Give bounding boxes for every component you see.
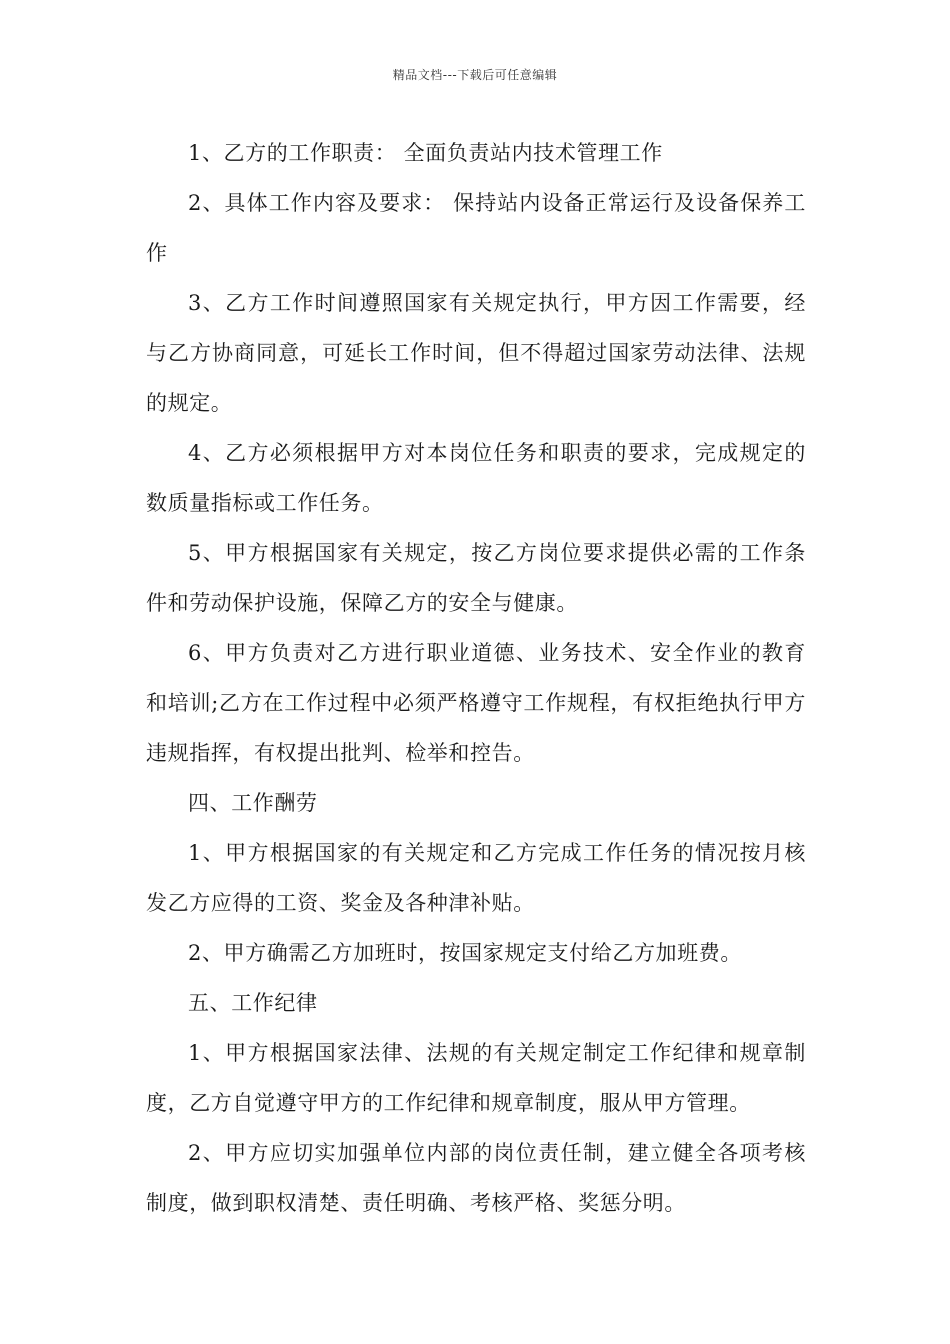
page-header: 精品文档---下载后可任意编辑 — [392, 68, 558, 82]
section-heading-discipline: 五、工作纪律 — [188, 991, 318, 1015]
clause-salary: 1、甲方根据国家的有关规定和乙方完成工作任务的情况按月核发乙方应得的工资、奖金及各种津补贴。 — [146, 841, 806, 915]
section-heading-remuneration: 四、工作酬劳 — [188, 791, 318, 815]
clause-work-conditions: 5、甲方根据国家有关规定，按乙方岗位要求提供必需的工作条件和劳动保护设施，保障乙方的安全与健康。 — [146, 541, 806, 615]
clause-quota: 4、乙方必须根据甲方对本岗位任务和职责的要求，完成规定的数质量指标或工作任务。 — [146, 441, 806, 515]
clause-work-hours: 3、乙方工作时间遵照国家有关规定执行，甲方因工作需要，经与乙方协商同意，可延长工作时间，但不得超过国家劳动法律、法规的规定。 — [146, 291, 806, 415]
clause-overtime: 2、甲方确需乙方加班时，按国家规定支付给乙方加班费。 — [188, 941, 742, 965]
clause-rules: 1、甲方根据国家法律、法规的有关规定制定工作纪律和规章制度，乙方自觉遵守甲方的工作纪律和规章制度，服从甲方管理。 — [146, 1041, 806, 1115]
clause-work-content: 2、具体工作内容及要求： 保持站内设备正常运行及设备保养工作 — [146, 191, 806, 265]
clause-duty: 1、乙方的工作职责： 全面负责站内技术管理工作 — [188, 141, 663, 165]
document-body — [146, 128, 806, 1228]
clause-responsibility: 2、甲方应切实加强单位内部的岗位责任制，建立健全各项考核制度，做到职权清楚、责任明确、考核严格、奖惩分明。 — [146, 1141, 806, 1215]
clause-training: 6、甲方负责对乙方进行职业道德、业务技术、安全作业的教育和培训;乙方在工作过程中必须严格遵守工作规程，有权拒绝执行甲方违规指挥，有权提出批判、检举和控告。 — [146, 641, 806, 765]
